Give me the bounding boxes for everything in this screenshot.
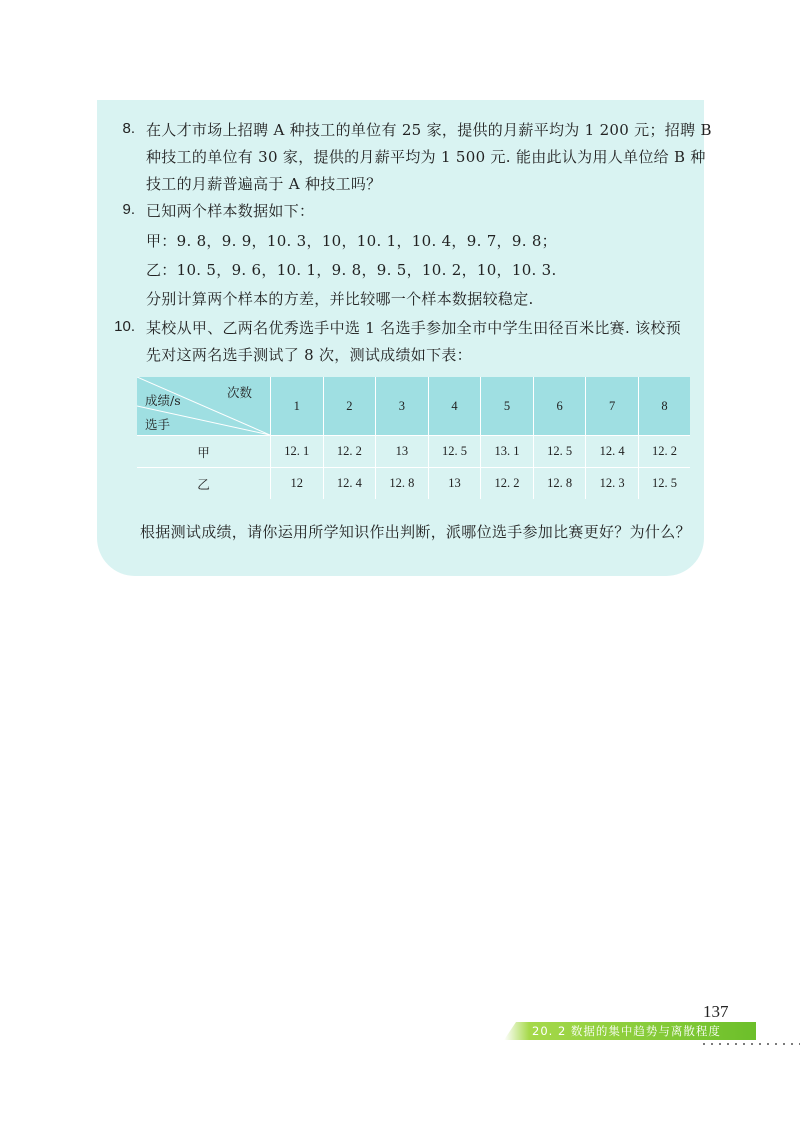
score-cell: 12. 3 — [586, 468, 639, 500]
score-cell: 12. 5 — [533, 436, 586, 468]
attempt-header: 6 — [533, 377, 586, 436]
sample-jia: 甲：9. 8，9. 9，10. 3，10，10. 1，10. 4，9. 7，9. 8； — [146, 232, 557, 250]
question-10-number: 10. — [114, 318, 135, 335]
score-cell: 13. 1 — [481, 436, 534, 468]
question-10-line-1: 某校从甲、乙两名优秀选手中选 1 名选手参加全市中学生田径百米比赛. 该校预 — [146, 319, 682, 337]
attempt-header: 7 — [586, 377, 639, 436]
score-cell: 12. 2 — [481, 468, 534, 500]
question-8-line-3: 技工的月薪普遍高于 A 种技工吗？ — [146, 175, 382, 193]
score-cell: 12. 8 — [376, 468, 429, 500]
player-name: 乙 — [137, 468, 271, 500]
attempt-header: 4 — [428, 377, 481, 436]
score-cell: 12. 1 — [271, 436, 324, 468]
question-8-line-1: 在人才市场上招聘 A 种技工的单位有 25 家，提供的月薪平均为 1 200 元；招聘 B — [146, 121, 712, 139]
question-10-question: 根据测试成绩，请你运用所学知识作出判断，派哪位选手参加比赛更好？为什么？ — [140, 523, 691, 541]
table-row — [137, 436, 690, 468]
exercise-panel — [97, 100, 704, 576]
question-9-task: 分别计算两个样本的方差，并比较哪一个样本数据较稳定. — [146, 290, 534, 308]
chapter-title: 20. 2 数据的集中趋势与离散程度 — [532, 1024, 721, 1038]
question-9-intro: 已知两个样本数据如下： — [146, 202, 315, 220]
corner-label-attempts: 次数 — [227, 385, 253, 400]
score-cell: 12. 5 — [638, 468, 690, 500]
score-cell: 12. 2 — [638, 436, 690, 468]
score-cell: 12. 4 — [586, 436, 639, 468]
attempt-header: 2 — [323, 377, 376, 436]
score-cell: 12. 8 — [533, 468, 586, 500]
sample-yi: 乙：10. 5，9. 6，10. 1，9. 8，9. 5，10. 2，10，10. 3. — [146, 261, 557, 279]
corner-label-player: 选手 — [145, 417, 171, 432]
score-cell: 12. 2 — [323, 436, 376, 468]
player-name: 甲 — [137, 436, 271, 468]
attempt-header: 3 — [376, 377, 429, 436]
attempt-header: 8 — [638, 377, 690, 436]
score-cell: 13 — [376, 436, 429, 468]
score-cell: 12. 5 — [428, 436, 481, 468]
question-8-line-2: 种技工的单位有 30 家，提供的月薪平均为 1 500 元. 能由此认为用人单位给 B 种 — [146, 148, 706, 166]
table-header-row — [137, 377, 690, 436]
table-row — [137, 468, 690, 500]
test-results-table — [137, 377, 690, 499]
score-cell: 12 — [271, 468, 324, 500]
score-cell: 13 — [428, 468, 481, 500]
page-number: 137 — [703, 1002, 729, 1021]
dotted-rule — [700, 1043, 800, 1045]
question-9-number: 9. — [122, 201, 135, 218]
attempt-header: 5 — [481, 377, 534, 436]
attempt-header: 1 — [271, 377, 324, 436]
question-10-line-2: 先对这两名选手测试了 8 次，测试成绩如下表： — [146, 346, 472, 364]
score-cell: 12. 4 — [323, 468, 376, 500]
table-corner-cell — [137, 377, 271, 436]
corner-label-score: 成绩/s — [145, 393, 181, 408]
question-8-number: 8. — [122, 120, 135, 137]
